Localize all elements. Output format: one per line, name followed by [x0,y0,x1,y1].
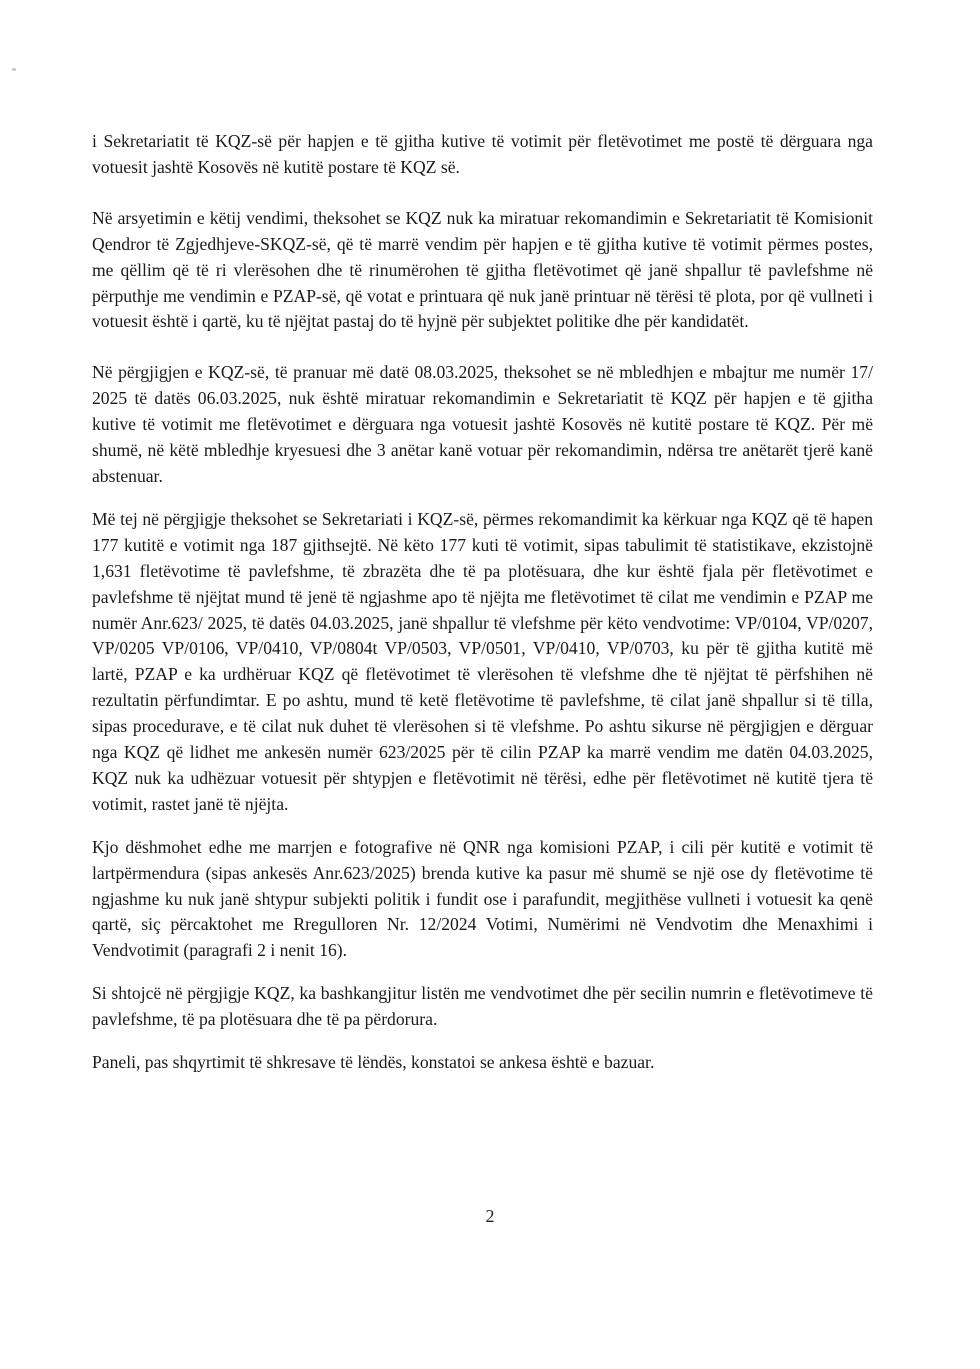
scan-artifact [12,68,16,71]
paragraph-continuation: i Sekretariatit të KQZ-së për hapjen e të gjitha kutive të votimit për fletëvotimet me postë të dërguara nga votuesit jashtë Kosovës në kutitë postare të KQZ së. [92,131,873,177]
paragraph-reasoning: Në arsyetimin e këtij vendimi, theksohet se KQZ nuk ka miratuar rekomandimin e Sekretariatit të Komisionit Qendror të Zgjedhjeve-SKQZ-së, që të marrë vendim për hapjen e të gjitha kutive të votimit përmes postes, me qëllim që të ri vlerësohen dhe të rinumërohen të gjitha fletëvotimet që janë shpallur të pavlefshme në përputhje me vendimin e PZAP-së, që votat e printuara që nuk janë printuar në tërësi të plota, por që vullneti i votuesit është i qartë, ku të njëjtat pastaj do të hyjnë për subjektet politike dhe për kandidatët. [92,207,873,332]
paragraph-evidence: Kjo dëshmohet edhe me marrjen e fotografive në QNR nga komisioni PZAP, i cili për kutitë e votimit të lartpërmendura (sipas ankesës Anr.623/2025) brenda kutive ka pasur më shumë se një ose dy fletëvotime të ngjashme ku nuk janë shtypur subjekti politik i fundit ose i parafundit, megjithëse vullneti i votuesit ka qenë qartë, siç përcaktohet me Rregulloren Nr. 12/2024 Votimi, Numërimi në Vendvotim dhe Menaxhimi i Vendvotimit (paragrafi 2 i nenit 16). [92,836,873,961]
paragraph-kqz-response: Në përgjigjen e KQZ-së, të pranuar më datë 08.03.2025, theksohet se në mbledhjen e mbajtur me numër 17/ 2025 të datës 06.03.2025, nuk është miratuar rekomandimin e Sekretariatit të KQZ për hapjen e të gjitha kutive të votimit me fletëvotimet e dërguara nga votuesit jashtë Kosovës në kutitë postare të KQZ. Për më shumë, në këtë mbledhje kryesuesi dhe 3 anëtar kanë votuar për rekomandimin, ndërsa tre anëtarët tjerë kanë abstenuar. [92,362,873,486]
document-body [92,129,873,1076]
page-number: 2 [485,1206,495,1226]
paragraph-annex: Si shtojcë në përgjigje KQZ, ka bashkangjitur listën me vendvotimet dhe për secilin numrin e fletëvotimeve të pavlefshme, të pa plotësuara dhe të pa përdorura. [92,983,873,1030]
paragraph-secretariat-recommendation: Më tej në përgjigje theksohet se Sekretariati i KQZ-së, përmes rekomandimit ka kërkuar nga KQZ që të hapen 177 kutitë e votimit nga 187 gjithsejtë. Në këto 177 kuti të votimit, sipas tabulimit të statistikave, ekzistojnë 1,631 fletëvotime të pavlefshme, të zbrazëta dhe të pa plotësuara, dhe kur është fjala për fletëvotimet e pavlefshme të njëjtat mund të jenë të ngjashme apo të njëjta me fletëvotimet të cilat me vendimin e PZAP me numër Anr.623/ 2025, të datës 04.03.2025, janë shpallur të vlefshme për këto vendvotime: VP/0104, VP/0207, VP/0205 VP/0106, VP/0410, VP/0804t VP/0503, VP/0501, VP/0410, VP/0703, ku për të gjitha kutitë më lartë, PZAP e ka urdhëruar KQZ që fletëvotimet të vlerësohen të vlefshme dhe të njëjtat të përfshihen në rezultatin përfundimtar. E po ashtu, mund të ketë fletëvotime të pavlefshme, të cilat janë shpallur si të tilla, sipas procedurave, e të cilat nuk duhet të vlerësohen si të vlefshme. Po ashtu sikurse në përgjigjen e dërguar nga KQZ që lidhet me ankesën numër 623/2025 për të cilin PZAP ka marrë vendim me datën 04.03.2025, KQZ nuk ka udhëzuar votuesit për shtypjen e fletëvotimit në tërësi, edhe për fletëvotimet në kutitë tjera të votimit, rastet janë të njëjta. [92,508,873,814]
paragraph-panel-conclusion: Paneli, pas shqyrtimit të shkresave të lëndës, konstatoi se ankesa është e bazuar. [92,1052,655,1073]
